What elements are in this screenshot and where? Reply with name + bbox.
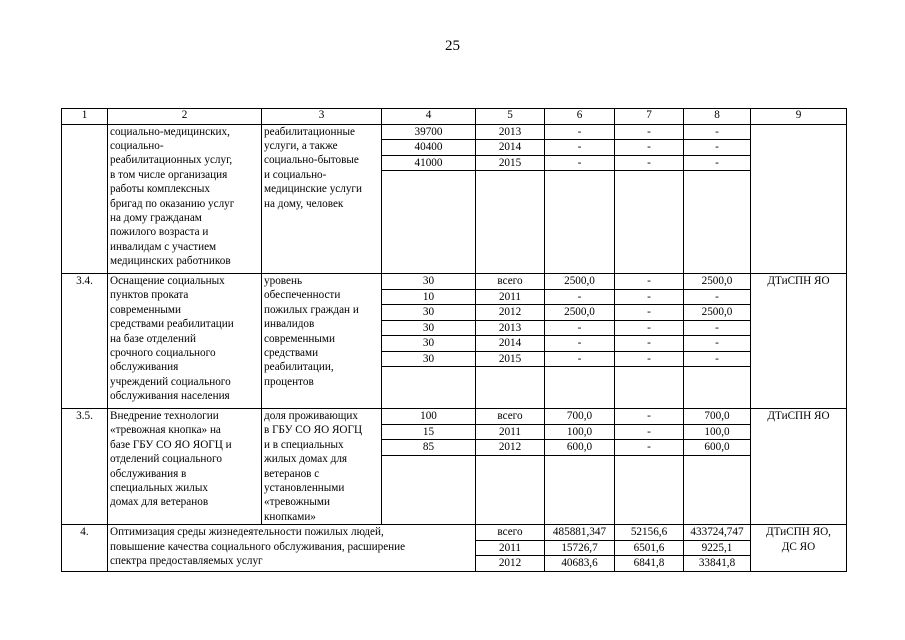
funding-total: - [545,320,615,336]
funding-regional: 100,0 [684,424,751,440]
funding-total: 600,0 [545,440,615,456]
funding-federal: - [615,409,684,425]
funding-total: 2500,0 [545,305,615,321]
funding-federal: - [615,140,684,156]
funding-federal: 6501,6 [615,540,684,556]
funding-federal: - [615,351,684,367]
funding-total: 100,0 [545,424,615,440]
period: 2014 [476,140,545,156]
funding-federal: - [615,274,684,290]
activity-description: Оснащение социальных пунктов проката современными средствами реабилитации на базе отделений срочного социального обслуживания учреждений социального обслуживания населения [108,274,262,409]
executor-cell [751,124,847,274]
table-row [62,124,847,140]
item-number: 3.4. [62,274,108,409]
indicator-value: 30 [382,351,476,367]
indicator-value: 40400 [382,140,476,156]
table-row [62,409,847,425]
funding-regional: 433724,747 [684,525,751,541]
period: 2011 [476,540,545,556]
indicator-description: реабилитационные услуги, а также социально-бытовые и социально- медицинские услуги на дому, человек [262,124,382,274]
funding-regional: - [684,140,751,156]
column-number-row [62,109,847,125]
period: 2012 [476,440,545,456]
funding-total: 700,0 [545,409,615,425]
col-header: 9 [751,109,847,125]
indicator-value: 30 [382,274,476,290]
period: всего [476,274,545,290]
indicator-value: 30 [382,336,476,352]
funding-federal: - [615,336,684,352]
funding-regional: - [684,289,751,305]
program-table [61,108,847,572]
activity-description: социально-медицинских, социально- реабилитационных услуг, в том числе организация работы комплексных бригад по оказанию услуг на дому гражданам пожилого возраста и инвалидам с участием медицинских работников [108,124,262,274]
period: 2014 [476,336,545,352]
col-header: 5 [476,109,545,125]
indicator-value: 30 [382,320,476,336]
item-number: 3.5. [62,409,108,525]
col-header: 4 [382,109,476,125]
activity-description: Внедрение технологии «тревожная кнопка» на базе ГБУ СО ЯО ЯОГЦ и отделений социального обслуживания в специальных жилых домах для ветеранов [108,409,262,525]
table-row [62,274,847,290]
funding-federal: - [615,320,684,336]
funding-federal: - [615,424,684,440]
funding-regional: - [684,351,751,367]
funding-regional: - [684,124,751,140]
col-header: 6 [545,109,615,125]
col-header: 1 [62,109,108,125]
funding-federal: - [615,155,684,171]
funding-total: - [545,140,615,156]
period: 2015 [476,351,545,367]
funding-total: 15726,7 [545,540,615,556]
period: всего [476,525,545,541]
indicator-description: доля проживающих в ГБУ СО ЯО ЯОГЦ и в специальных жилых домах для ветеранов с установленными «тревожными кнопками» [262,409,382,525]
funding-total: 40683,6 [545,556,615,572]
funding-total: - [545,289,615,305]
funding-total: 485881,347 [545,525,615,541]
indicator-value: 85 [382,440,476,456]
funding-total: - [545,155,615,171]
indicator-value: 39700 [382,124,476,140]
funding-regional: 2500,0 [684,305,751,321]
period: 2011 [476,289,545,305]
funding-regional: - [684,336,751,352]
funding-regional: 700,0 [684,409,751,425]
item-number: 4. [62,525,108,572]
col-header: 7 [615,109,684,125]
indicator-value: 10 [382,289,476,305]
funding-total: - [545,124,615,140]
col-header: 8 [684,109,751,125]
col-header: 2 [108,109,262,125]
col-header: 3 [262,109,382,125]
period: всего [476,409,545,425]
table-row [62,525,847,541]
funding-regional: - [684,155,751,171]
funding-regional: - [684,320,751,336]
item-number-cell [62,124,108,274]
indicator-description: уровень обеспеченности пожилых граждан и инвалидов современными средствами реабилитации, процентов [262,274,382,409]
executor: ДТиСПН ЯО [751,274,847,409]
indicator-value: 15 [382,424,476,440]
period: 2012 [476,305,545,321]
funding-regional: 2500,0 [684,274,751,290]
funding-regional: 9225,1 [684,540,751,556]
executor: ДТиСПН ЯО [751,409,847,525]
funding-federal: - [615,305,684,321]
funding-total: - [545,336,615,352]
indicator-value: 41000 [382,155,476,171]
period: 2013 [476,320,545,336]
funding-total: - [545,351,615,367]
funding-federal: 6841,8 [615,556,684,572]
indicator-value: 30 [382,305,476,321]
funding-federal: - [615,289,684,305]
period: 2012 [476,556,545,572]
funding-federal: - [615,124,684,140]
section-description: Оптимизация среды жизнедеятельности пожилых людей, повышение качества социального обслуживания, расширение спектра предоставляемых услуг [108,525,476,572]
executor: ДТиСПН ЯО, ДС ЯО [751,525,847,572]
funding-total: 2500,0 [545,274,615,290]
period: 2015 [476,155,545,171]
funding-regional: 600,0 [684,440,751,456]
funding-federal: - [615,440,684,456]
funding-regional: 33841,8 [684,556,751,572]
funding-federal: 52156,6 [615,525,684,541]
indicator-value: 100 [382,409,476,425]
period: 2013 [476,124,545,140]
period: 2011 [476,424,545,440]
page-number: 25 [445,38,460,54]
